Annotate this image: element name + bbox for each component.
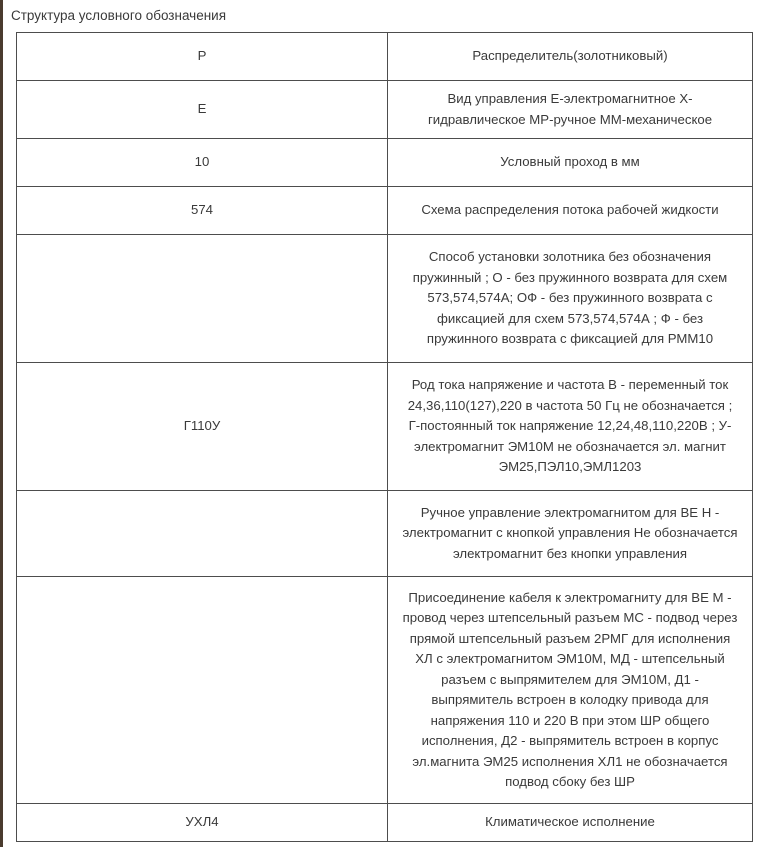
table-row [17, 804, 753, 842]
table-body [17, 33, 753, 842]
description-cell: Распределитель(золотниковый) [388, 33, 753, 81]
table-row [17, 139, 753, 187]
page-title: Структура условного обозначения [11, 8, 227, 23]
table-row [17, 33, 753, 81]
code-cell: Г110У [17, 363, 388, 491]
code-cell: УХЛ4 [17, 804, 388, 842]
code-cell [17, 235, 388, 363]
table-row [17, 235, 753, 363]
code-cell: 574 [17, 187, 388, 235]
description-cell: Присоединение кабеля к электромагниту для ВЕ М - провод через штепсельный разъем МС - подвод через прямой штепсельный разъем 2РМГ для исполнения ХЛ с электромагнитом ЭМ10М, МД - штепсельный разъем с выпрямителем для ЭМ10М, Д1 - выпрямитель встроен в колодку привода для напряжения 110 и 220 В при этом ШР общего исполнения, Д2 - выпрямитель встроен в корпус эл.магнита ЭМ25 исполнения ХЛ1 не обозначается подвод сбоку без ШР [388, 577, 753, 804]
description-cell: Условный проход в мм [388, 139, 753, 187]
code-cell [17, 577, 388, 804]
description-cell: Климатическое исполнение [388, 804, 753, 842]
code-cell: Е [17, 81, 388, 139]
table-row [17, 491, 753, 577]
code-cell [17, 491, 388, 577]
designation-structure-table [16, 32, 753, 842]
code-cell: Р [17, 33, 388, 81]
table-row [17, 187, 753, 235]
description-cell: Ручное управление электромагнитом для ВЕ Н - электромагнит с кнопкой управления Не обозначается электромагнит без кнопки управления [388, 491, 753, 577]
description-cell: Вид управления Е-электромагнитное Х-гидравлическое МР-ручное ММ-механическое [388, 81, 753, 139]
page-edge-stripe [0, 0, 3, 847]
table-row [17, 577, 753, 804]
table-row [17, 81, 753, 139]
table-row [17, 363, 753, 491]
description-cell: Способ установки золотника без обозначения пружинный ; О - без пружинного возврата для схем 573,574,574А; ОФ - без пружинного возврата с фиксацией для схем 573,574,574А ; Ф - без пружинного возврата с фиксацией для РММ10 [388, 235, 753, 363]
code-cell: 10 [17, 139, 388, 187]
description-cell: Род тока напряжение и частота В - переменный ток 24,36,110(127),220 в частота 50 Гц не обозначается ; Г-постоянный ток напряжение 12,24,48,110,220В ; У-электромагнит ЭМ10М не обозначается эл. магнит ЭМ25,ПЭЛ10,ЭМЛ1203 [388, 363, 753, 491]
description-cell: Схема распределения потока рабочей жидкости [388, 187, 753, 235]
